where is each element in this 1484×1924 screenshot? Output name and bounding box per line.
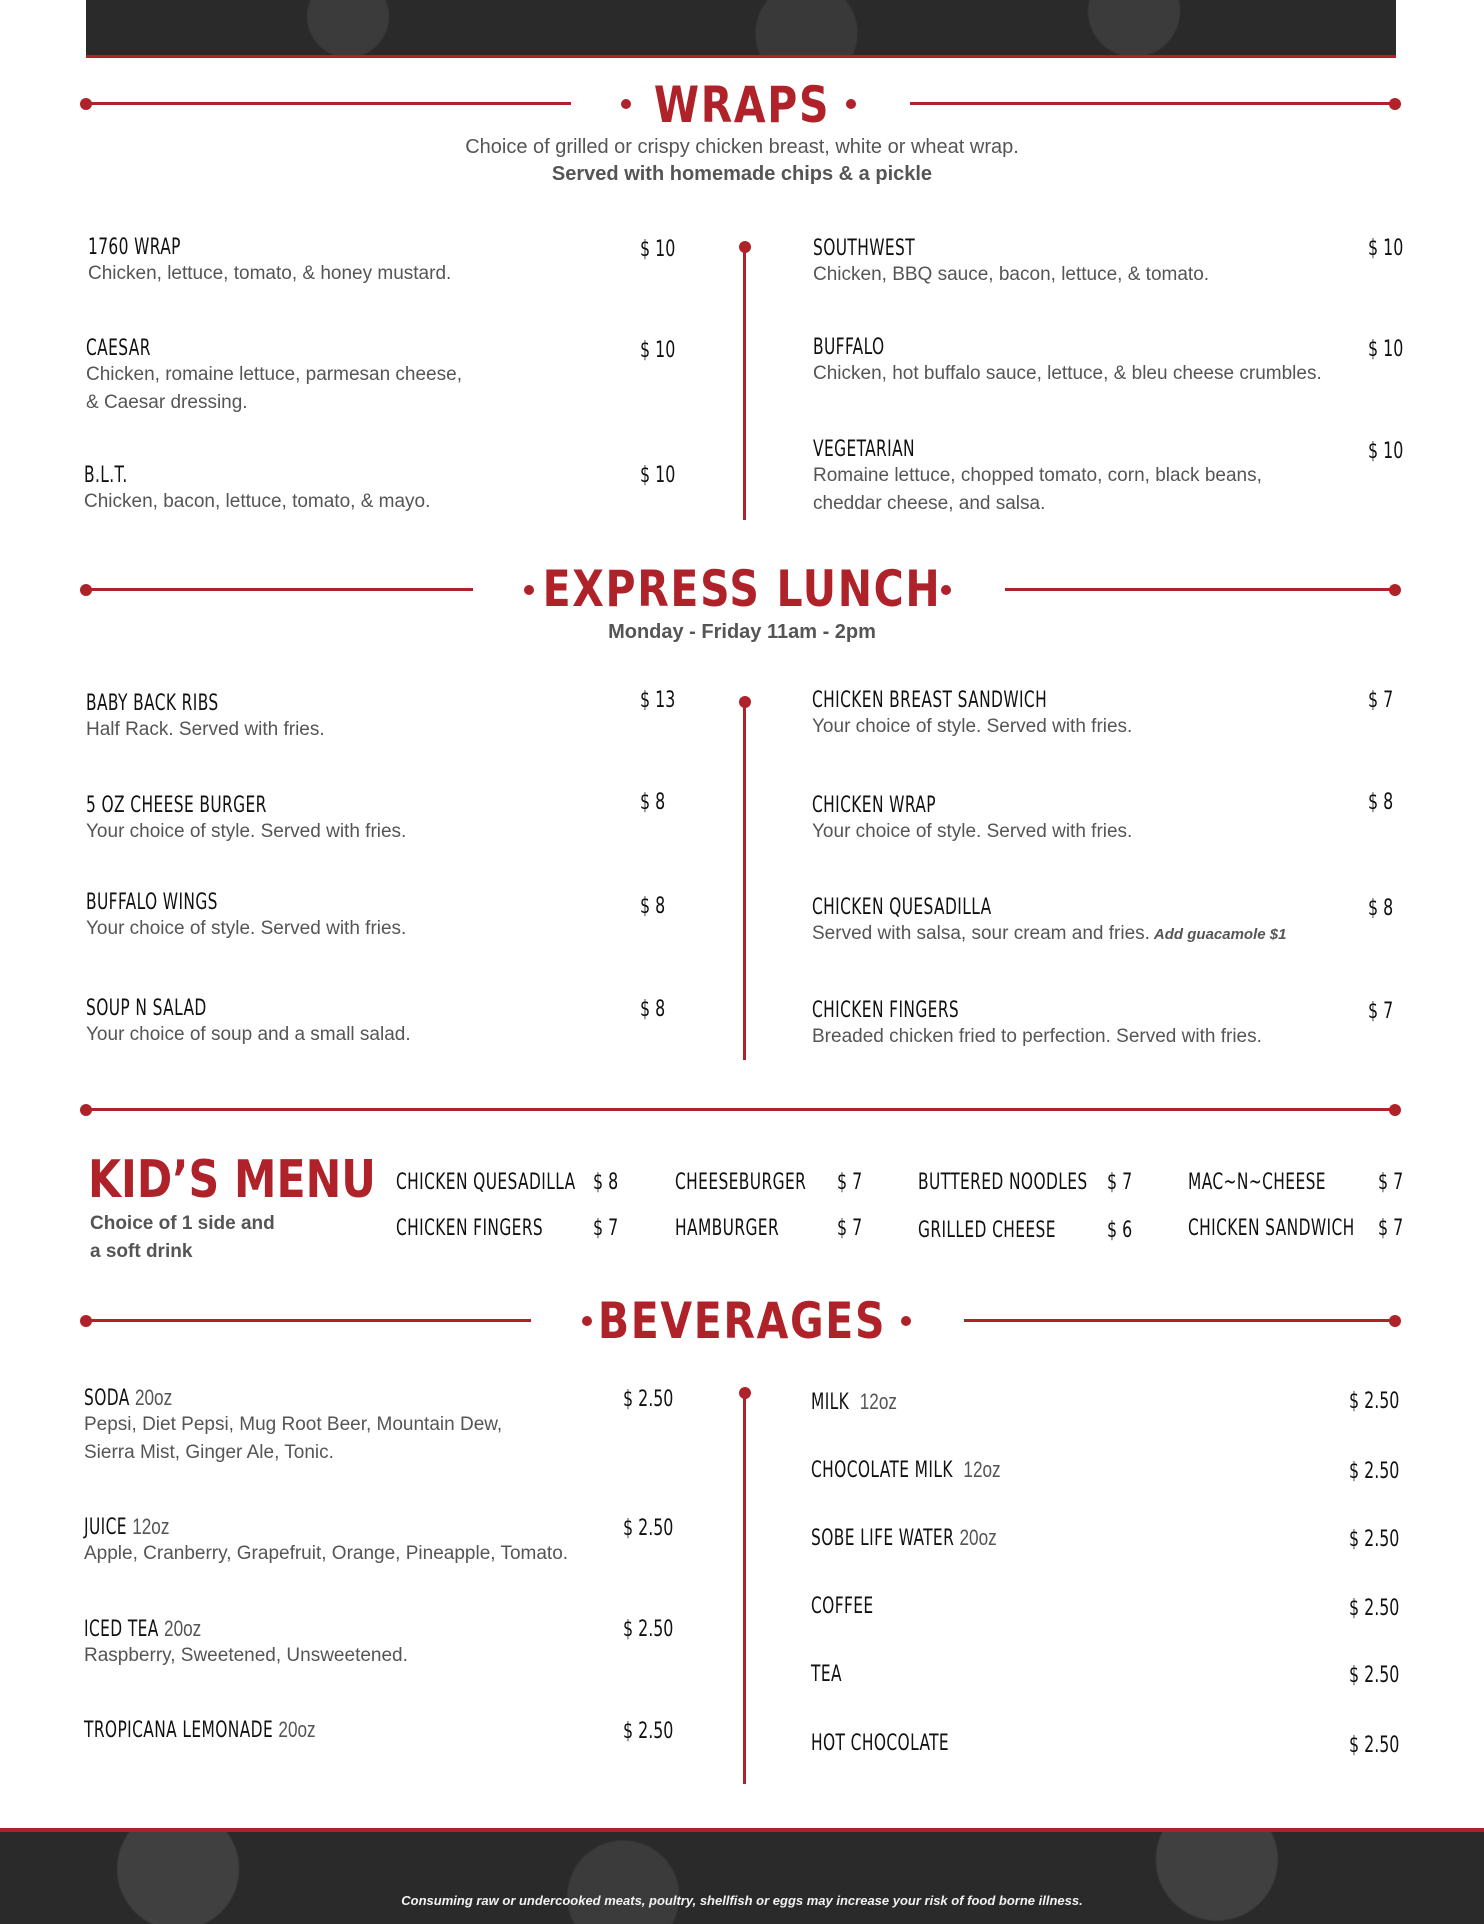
- item-price: $ 2.50: [1349, 1596, 1400, 1621]
- item-name-row: [84, 1616, 201, 1642]
- item-size: 20oz: [134, 1385, 173, 1410]
- menu-item: [86, 996, 411, 1049]
- menu-item: [84, 463, 430, 516]
- divider-line: [964, 1319, 1396, 1322]
- item-name: TROPICANA LEMONADE: [84, 1718, 274, 1743]
- kids-menu-item: [918, 1218, 1095, 1243]
- item-price: $ 2.50: [1349, 1459, 1400, 1484]
- item-price: $ 8: [593, 1170, 619, 1195]
- item-name: SODA: [84, 1386, 130, 1411]
- item-description: Romaine lettuce, chopped tomato, corn, black beans, cheddar cheese, and salsa.: [813, 465, 1262, 514]
- item-price: $ 7: [1378, 1170, 1404, 1195]
- item-price: $ 2.50: [1349, 1733, 1400, 1758]
- menu-item: [86, 691, 325, 744]
- item-name: SOUTHWEST: [813, 236, 916, 261]
- menu-item: [812, 895, 1286, 949]
- item-price: $ 2.50: [623, 1719, 674, 1744]
- item-price: $ 8: [1368, 790, 1394, 815]
- item-name: CHICKEN QUESADILLA: [396, 1170, 576, 1195]
- divider-dot: [1389, 98, 1401, 110]
- item-description: Your choice of style. Served with fries.: [812, 821, 1133, 842]
- item-name: JUICE: [84, 1515, 127, 1540]
- menu-item: [811, 1662, 851, 1687]
- item-price: $ 8: [1368, 896, 1394, 921]
- item-description: [812, 920, 1286, 949]
- column-divider: [743, 700, 746, 1060]
- bottom-illustration-banner: [0, 1828, 1484, 1924]
- menu-item: [86, 890, 406, 943]
- item-description: Breaded chicken fried to perfection. Served with fries.: [812, 1026, 1262, 1047]
- item-price: $ 2.50: [623, 1516, 674, 1541]
- item-description-text: Served with salsa, sour cream and fries.: [812, 923, 1150, 944]
- item-description: Half Rack. Served with fries.: [86, 719, 325, 740]
- menu-item: [84, 1385, 502, 1467]
- divider-line: [910, 102, 1396, 105]
- item-price: $ 2.50: [623, 1617, 674, 1642]
- divider-dot: [1389, 1104, 1401, 1116]
- menu-item: [811, 1525, 1049, 1551]
- item-description: Your choice of soup and a small salad.: [86, 1024, 411, 1045]
- menu-item: [84, 1616, 408, 1670]
- kids-menu-title: KID’S MENU: [88, 1150, 376, 1210]
- item-price: $ 10: [1368, 439, 1404, 464]
- item-price: $ 7: [1368, 999, 1394, 1024]
- item-size: 20oz: [164, 1616, 202, 1641]
- wraps-subtitle: Choice of grilled or crispy chicken breast, white or wheat wrap.: [465, 136, 1019, 158]
- divider-dot: [1389, 1315, 1401, 1327]
- item-price: $ 2.50: [1349, 1389, 1400, 1414]
- item-price: $ 7: [593, 1216, 619, 1241]
- item-name-row: [84, 1717, 316, 1743]
- item-name: TEA: [811, 1662, 842, 1687]
- item-name: CHICKEN FINGERS: [396, 1216, 544, 1241]
- column-divider: [743, 1392, 746, 1784]
- beverages-title: BEVERAGES: [597, 1292, 887, 1350]
- food-safety-disclaimer: Consuming raw or undercooked meats, poultry, shellfish or eggs may increase your risk of food borne illness.: [401, 1893, 1083, 1908]
- express-title: EXPRESS LUNCH: [542, 560, 942, 618]
- menu-item: [86, 793, 406, 846]
- item-price: $ 2.50: [623, 1387, 674, 1412]
- item-price: $ 10: [640, 338, 676, 363]
- item-name: CHICKEN BREAST SANDWICH: [812, 688, 1048, 713]
- menu-item: [813, 335, 1322, 388]
- item-name: CHEESEBURGER: [675, 1170, 807, 1195]
- item-price: $ 10: [640, 463, 676, 488]
- item-description: Apple, Cranberry, Grapefruit, Orange, Pineapple, Tomato.: [84, 1543, 569, 1564]
- item-price: $ 8: [640, 894, 666, 919]
- item-name: CHICKEN WRAP: [812, 793, 936, 818]
- item-price: $ 2.50: [1349, 1663, 1400, 1688]
- menu-item: [813, 437, 1262, 518]
- menu-item: [86, 336, 462, 417]
- menu-item: [84, 1514, 568, 1568]
- item-description: Chicken, BBQ sauce, bacon, lettuce, & tomato.: [813, 264, 1210, 285]
- item-price: $ 2.50: [1349, 1527, 1400, 1552]
- item-description: Chicken, romaine lettuce, parmesan cheese, & Caesar dressing.: [86, 364, 462, 413]
- item-name: CHOCOLATE MILK: [811, 1458, 953, 1483]
- menu-item: [811, 1731, 988, 1756]
- item-description: Chicken, bacon, lettuce, tomato, & mayo.: [84, 491, 431, 512]
- kids-menu-item: [396, 1170, 626, 1195]
- item-name: VEGETARIAN: [813, 437, 915, 462]
- title-dot: [846, 99, 856, 109]
- title-dot: [941, 585, 951, 595]
- wraps-title: WRAPS: [653, 76, 831, 134]
- menu-item: [88, 235, 451, 288]
- menu-item: [812, 793, 1132, 846]
- item-name-row: [811, 1389, 897, 1415]
- menu-item: [813, 236, 1209, 289]
- item-name: 1760 WRAP: [88, 235, 181, 260]
- item-size: 20oz: [278, 1717, 316, 1742]
- item-name-row: [811, 1525, 997, 1551]
- divider-dot: [1389, 584, 1401, 596]
- item-price: $ 10: [1368, 236, 1404, 261]
- item-price: $ 7: [1378, 1216, 1404, 1241]
- item-price: $ 7: [837, 1216, 863, 1241]
- item-name-row: [84, 1514, 169, 1540]
- divider-line: [86, 1108, 1396, 1111]
- item-price: $ 7: [837, 1170, 863, 1195]
- menu-item: [811, 1457, 1054, 1483]
- item-description: Chicken, hot buffalo sauce, lettuce, & bleu cheese crumbles.: [813, 363, 1322, 384]
- item-description: Your choice of style. Served with fries.: [86, 821, 407, 842]
- title-dot: [901, 1316, 911, 1326]
- kids-menu-item: [918, 1170, 1135, 1195]
- item-price: $ 10: [1368, 337, 1404, 362]
- item-name-row: [84, 1385, 172, 1411]
- item-name: BUTTERED NOODLES: [918, 1170, 1088, 1195]
- item-description: Chicken, lettuce, tomato, & honey mustard.: [88, 263, 452, 284]
- item-name: BUFFALO WINGS: [86, 890, 218, 915]
- item-description: Your choice of style. Served with fries.: [812, 716, 1133, 737]
- item-price: $ 6: [1107, 1218, 1133, 1243]
- express-subtitle: Monday - Friday 11am - 2pm: [608, 621, 876, 643]
- menu-item: [84, 1717, 381, 1743]
- item-name: GRILLED CHEESE: [918, 1218, 1056, 1243]
- menu-item: [812, 998, 1262, 1051]
- item-name-row: [811, 1457, 1001, 1483]
- item-name: HOT CHOCOLATE: [811, 1731, 950, 1756]
- item-name: COFFEE: [811, 1594, 874, 1619]
- item-name: BUFFALO: [813, 335, 885, 360]
- item-name: MAC~N~CHEESE: [1188, 1170, 1326, 1195]
- item-name: ICED TEA: [84, 1617, 159, 1642]
- add-on-note: Add guacamole $1: [1153, 926, 1287, 943]
- kids-menu-note: Choice of 1 side and a soft drink: [90, 1213, 275, 1262]
- item-name: CHICKEN QUESADILLA: [812, 895, 992, 920]
- item-size: 12oz: [859, 1389, 897, 1414]
- item-size: 12oz: [132, 1514, 170, 1539]
- item-description: Pepsi, Diet Pepsi, Mug Root Beer, Mountain Dew, Sierra Mist, Ginger Ale, Tonic.: [84, 1414, 503, 1463]
- item-size: 20oz: [959, 1525, 997, 1550]
- item-description: Your choice of style. Served with fries.: [86, 918, 407, 939]
- item-price: $ 13: [640, 688, 676, 713]
- kids-menu-item: [675, 1170, 843, 1195]
- menu-item: [812, 688, 1132, 741]
- divider-line: [1005, 588, 1396, 591]
- kids-menu-item: [1188, 1170, 1365, 1195]
- item-name: 5 OZ CHEESE BURGER: [86, 793, 267, 818]
- item-name: BABY BACK RIBS: [86, 691, 219, 716]
- column-divider: [743, 246, 746, 520]
- item-name: SOBE LIFE WATER: [811, 1526, 955, 1551]
- item-name: HAMBURGER: [675, 1216, 780, 1241]
- item-name: CAESAR: [86, 336, 151, 361]
- item-name: MILK: [811, 1390, 850, 1415]
- kids-menu-item: [1188, 1216, 1402, 1241]
- kids-menu-item: [675, 1216, 808, 1241]
- kids-menu-item: [396, 1216, 585, 1241]
- item-price: $ 8: [640, 997, 666, 1022]
- wraps-subtitle-2: Served with homemade chips & a pickle: [551, 163, 933, 185]
- menu-item: [811, 1389, 921, 1415]
- item-name: B.L.T.: [84, 463, 128, 488]
- top-illustration-banner: [86, 0, 1396, 58]
- item-price: $ 10: [640, 237, 676, 262]
- item-price: $ 7: [1368, 688, 1394, 713]
- item-price: $ 7: [1107, 1170, 1133, 1195]
- item-price: $ 8: [640, 790, 666, 815]
- item-size: 12oz: [963, 1457, 1001, 1482]
- menu-item: [811, 1594, 891, 1619]
- item-name: SOUP N SALAD: [86, 996, 207, 1021]
- item-name: CHICKEN SANDWICH: [1188, 1216, 1355, 1241]
- item-description: Raspberry, Sweetened, Unsweetened.: [84, 1645, 408, 1666]
- item-name: CHICKEN FINGERS: [812, 998, 960, 1023]
